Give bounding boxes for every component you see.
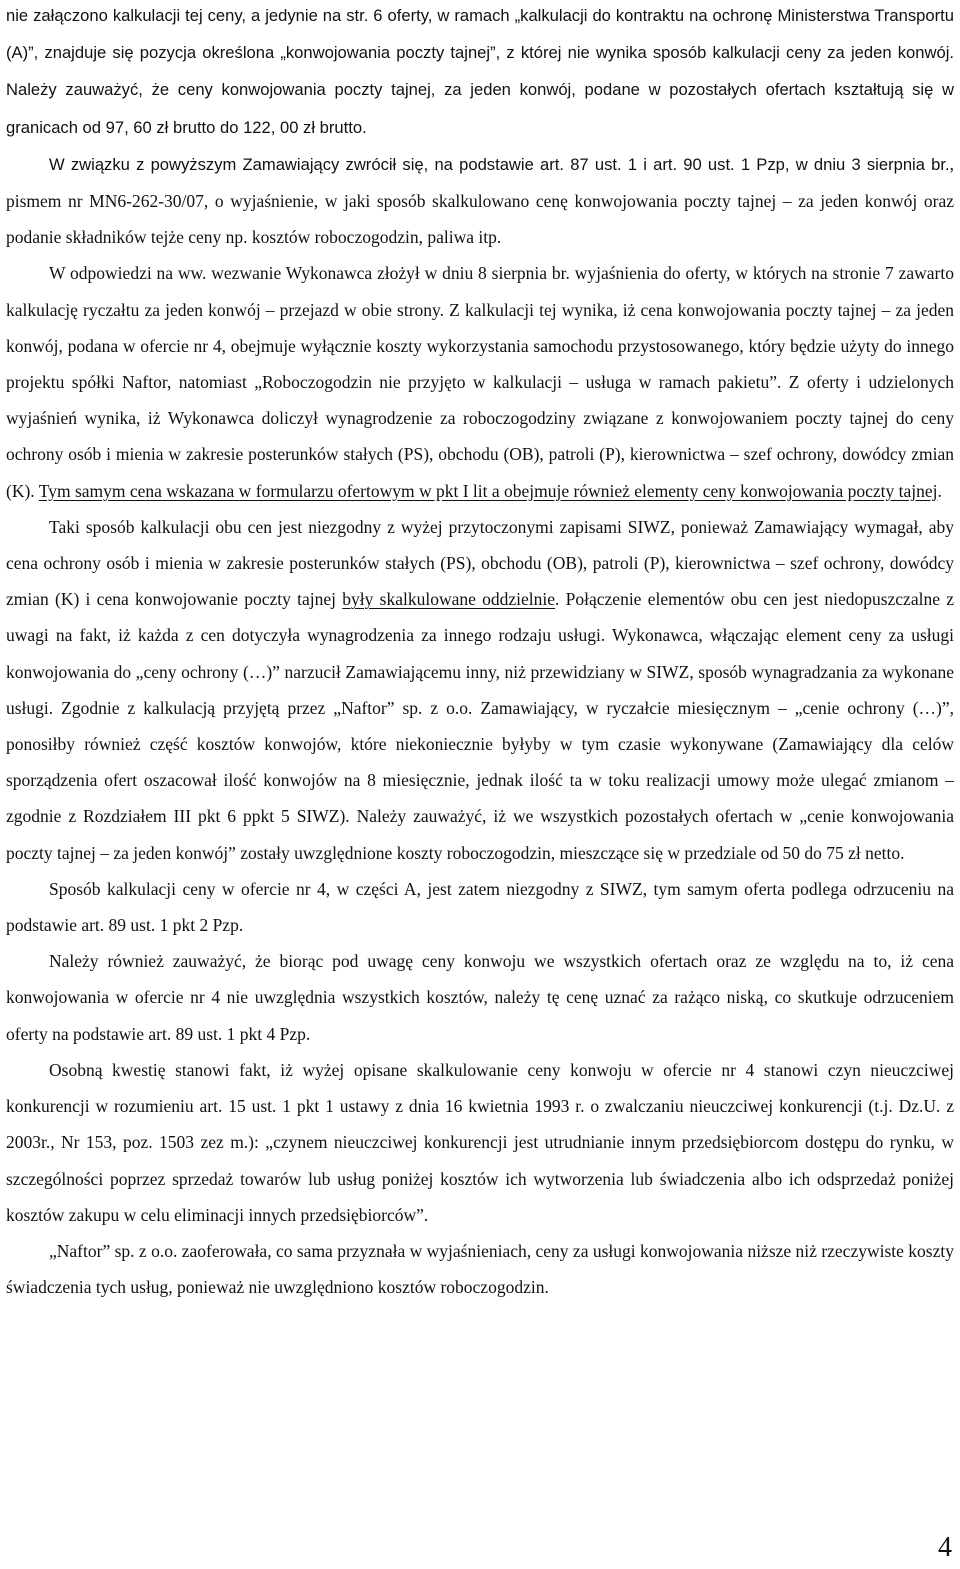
paragraph-4-underlined: były skalkulowane oddzielnie: [342, 589, 556, 610]
paragraph-1-text-b: Należy zauważyć, że ceny konwojowania poczty tajnej, za jeden konwój, podane w pozostałych ofertach kształtują się w granicach od 97, 60 zł brutto do 122, 00 zł brutto.: [6, 80, 954, 137]
paragraph-3-end: .: [937, 480, 942, 501]
document-body: [6, 0, 954, 1305]
paragraph-4-text-a: Taki sposób kalkulacji obu cen jest niezgodny z wyżej przytoczonymi zapisami SIWZ, ponieważ Zamawiający wymagał, aby cena ochrony osób i mienia w zakresie posterunków stałych (PS), obchodu (OB), patroli (P), kierownictwa – szef ochrony, dowódcy zmian (K) i cena konwojowanie poczty tajnej: [6, 516, 954, 610]
paragraph-3-text: W odpowiedzi na ww. wezwanie Wykonawca złożył w dniu 8 sierpnia br. wyjaśnienia do oferty, w których na stronie 7 zawarto kalkulację ryczałtu za jeden konwój – przejazd w obie strony. Z kalkulacji tej wynika, iż cena konwojowania poczty tajnej – za jeden konwój, podana w ofercie nr 4, obejmuje wyłącznie koszty wykorzystania samochodu przystosowanego, który będzie użyty do innego projektu spółki Naftor, natomiast „Roboczogodzin nie przyjęto w kalkulacji – usługa w ramach pakietu”. Z oferty i udzielonych wyjaśnień wynika, iż Wykonawca doliczył wynagrodzenie za roboczogodziny związane z konwojowaniem poczty tajnej do ceny ochrony osób i mienia w zakresie posterunków stałych (PS), obchodu (OB), patroli (P), kierownictwa – szef ochrony, dowódcy zmian (K).: [6, 263, 954, 501]
paragraph-1: [6, 0, 954, 146]
paragraph-5: Sposób kalkulacji ceny w ofercie nr 4, w części A, jest zatem niezgodny z SIWZ, tym samym oferta podlega odrzuceniu na podstawie art. 89 ust. 1 pkt 2 Pzp.: [6, 878, 954, 936]
paragraph-6: Należy również zauważyć, że biorąc pod uwagę ceny konwoju we wszystkich ofertach oraz ze względu na to, iż cena konwojowania w ofercie nr 4 nie uwzględnia wszystkich kosztów, należy tę cenę uznać za rażąco niską, co skutkuje odrzuceniem oferty na podstawie art. 89 ust. 1 pkt 4 Pzp.: [6, 951, 954, 1044]
paragraph-2-text-a: W związku z powyższym Zamawiający zwrócił się, na podstawie art. 87 ust. 1 i art. 90 ust. 1 Pzp, w dniu 3 sierpnia br.: [49, 154, 950, 174]
paragraph-7: Osobną kwestię stanowi fakt, iż wyżej opisane skalkulowanie ceny konwoju w ofercie nr 4 stanowi czyn nieuczciwej konkurencji w rozumieniu art. 15 ust. 1 pkt 1 ustawy z dnia 16 kwietnia 1993 r. o zwalczaniu nieuczciwej konkurencji (t.j. Dz.U. z 2003r., Nr 153, poz. 1503 zez m.): „czynem nieuczciwej konkurencji jest utrudnianie innym przedsiębiorcom dostępu do rynku, w szczególności poprzez sprzedaż towarów lub usług poniżej kosztów ich wytworzenia lub świadczenia albo ich odsprzedaż poniżej kosztów zakupu w celu eliminacji innych przedsiębiorców”.: [6, 1059, 954, 1225]
paragraph-2-text-b: , pismem nr MN6-262-30/07, o wyjaśnienie, w jaki sposób skalkulowano cenę konwojowania poczty tajnej – za jeden konwój oraz podanie składników tejże ceny np. kosztów roboczogodzin, paliwa itp.: [6, 153, 954, 248]
paragraph-3: [6, 255, 954, 508]
paragraph-8: „Naftor” sp. z o.o. zaoferowała, co sama przyznała w wyjaśnieniach, ceny za usługi konwojowania niższe niż rzeczywiste koszty świadczenia tych usług, ponieważ nie uwzględniono kosztów roboczogodzin.: [6, 1240, 954, 1298]
page-number: 4: [938, 1532, 952, 1563]
paragraph-2: [6, 146, 954, 256]
paragraph-1-text-a: nie załączono kalkulacji tej ceny, a jedynie na str. 6 oferty, w ramach „kalkulacji do kontraktu na ochronę Ministerstwa Transportu (A)”, znajduje się pozycja określona „konwojowania poczty tajnej”, z której nie wynika sposób kalkulacji ceny za jeden konwój.: [6, 6, 954, 63]
paragraph-3-underlined: Tym samym cena wskazana w formularzu ofertowym w pkt I lit a obejmuje również elementy ceny konwojowania poczty tajnej: [38, 480, 938, 501]
paragraph-4-text-b: . Połączenie elementów obu cen jest niedopuszczalne z uwagi na fakt, iż każda z cen dotyczyła wynagrodzenia za innego rodzaju usługi. Wykonawca, włączając element ceny za usługi konwojowania do „ceny ochrony (…)” narzucił Zamawiającemu inny, niż przewidziany w SIWZ, sposób wynagradzania za wykonane usługi. Zgodnie z kalkulacją przyjętą przez „Naftor” sp. z o.o. Zamawiający, w ryczałcie miesięcznym – „cenie ochrony (…)”, ponosiłby również część kosztów konwojów, które niekoniecznie byłyby w tym czasie wykonywane (Zamawiający dla celów sporządzenia ofert oszacował ilość konwojów na 8 miesięcznie, jednak ilość ta w toku realizacji umowy może ulegać zmianom – zgodnie z Rozdziałem III pkt 6 ppkt 5 SIWZ). Należy zauważyć, iż we wszystkich pozostałych ofertach w „cenie konwojowania poczty tajnej – za jeden konwój” zostały uwzględnione koszty roboczogodzin, mieszczące się w przedziale od 50 do 75 zł netto.: [6, 589, 954, 863]
paragraph-4: [6, 509, 954, 871]
